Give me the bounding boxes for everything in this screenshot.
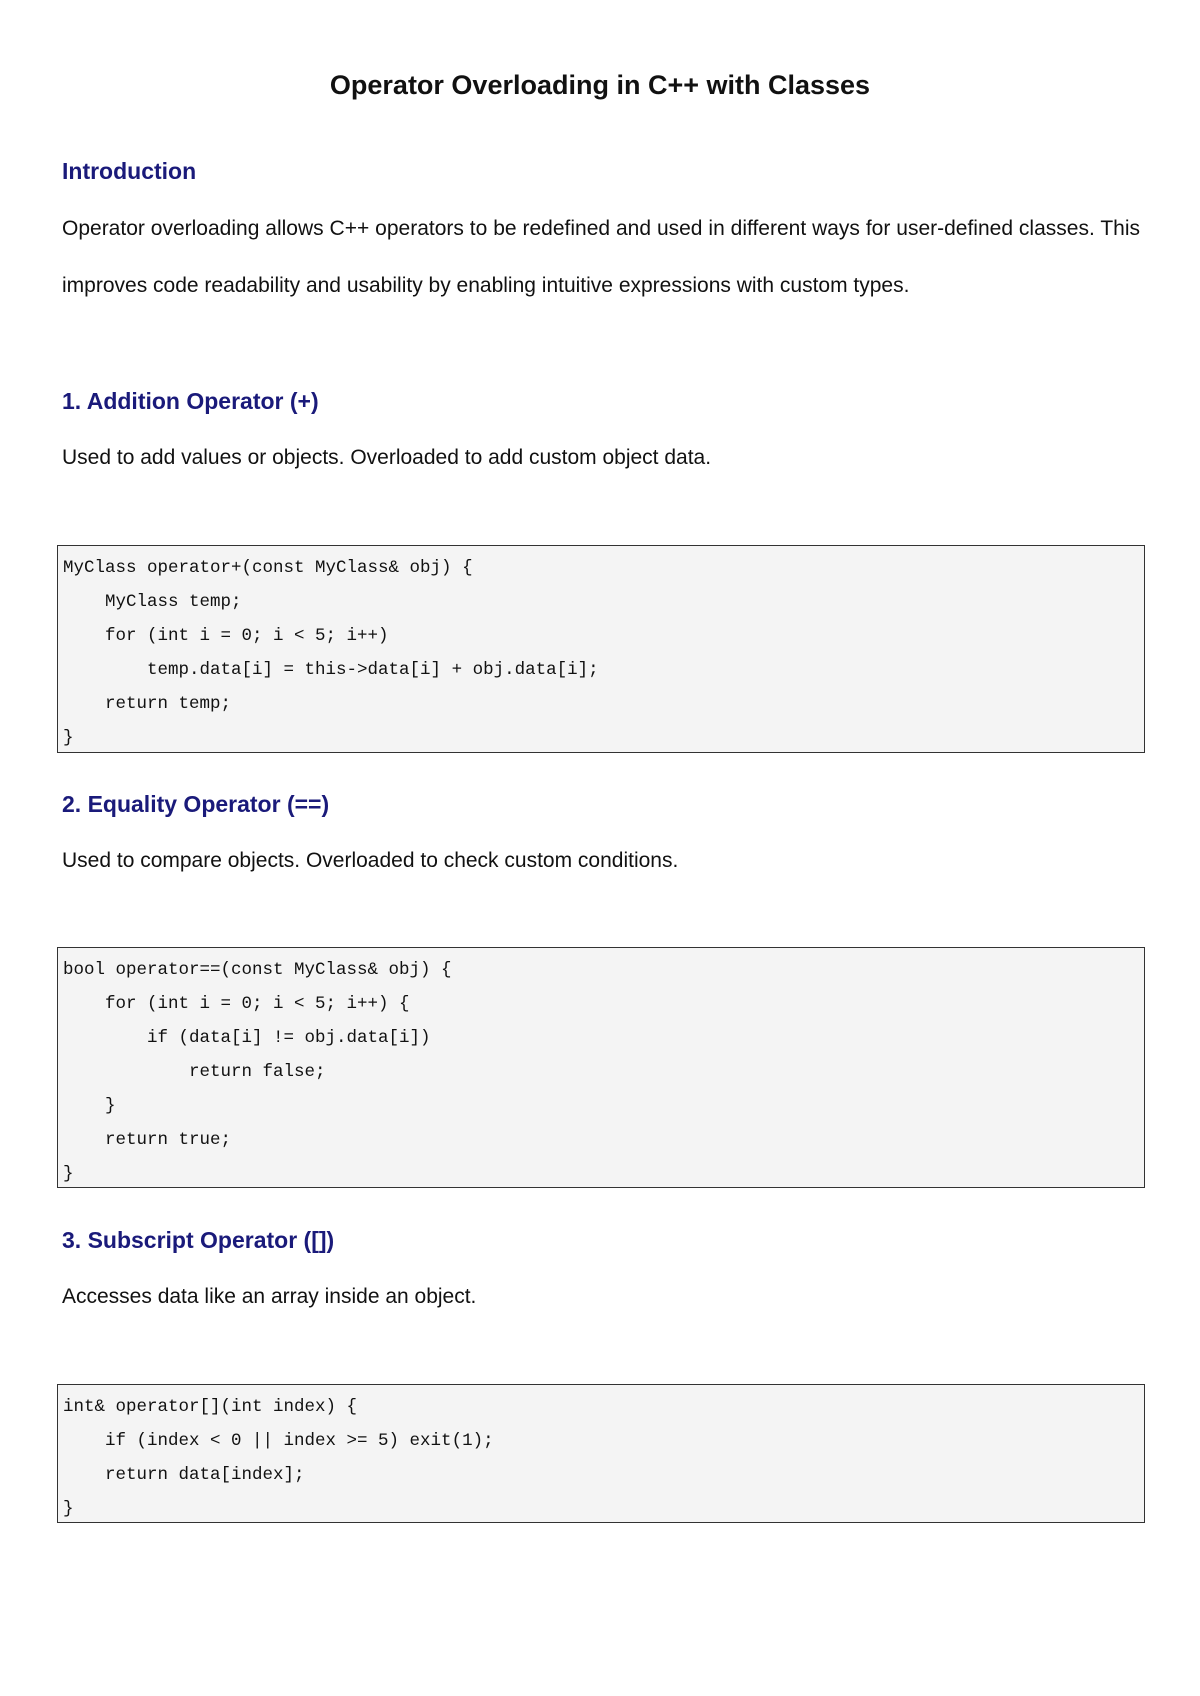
code-line: int& operator[](int index) { — [63, 1397, 358, 1417]
intro-heading: Introduction — [62, 158, 197, 184]
code-block-equality — [57, 947, 1145, 1188]
code-line: } — [63, 1499, 74, 1519]
section-description-subscript: Accesses data like an array inside an object. — [62, 1285, 477, 1308]
code-line: for (int i = 0; i < 5; i++) — [63, 626, 389, 646]
code-line: return false; — [63, 1062, 326, 1082]
code-line: if (index < 0 || index >= 5) exit(1); — [63, 1431, 494, 1451]
code-block-addition — [57, 545, 1145, 753]
code-line: } — [63, 1164, 74, 1184]
section-heading-subscript: 3. Subscript Operator ([]) — [62, 1227, 335, 1253]
code-line: for (int i = 0; i < 5; i++) { — [63, 994, 410, 1014]
code-block-subscript — [57, 1384, 1145, 1523]
code-line: return true; — [63, 1130, 232, 1150]
intro-paragraph: Operator overloading allows C++ operators to be redefined and used in different ways for user-defined classes. This improves code readability and usability by enabling intuitive expressions with custom types. — [62, 217, 1140, 297]
section-heading-addition: 1. Addition Operator (+) — [62, 388, 319, 414]
section-heading-equality: 2. Equality Operator (==) — [62, 791, 330, 817]
section-description-addition: Used to add values or objects. Overloaded to add custom object data. — [62, 446, 712, 469]
code-line: return temp; — [63, 694, 232, 714]
code-line: return data[index]; — [63, 1465, 305, 1485]
section-description-equality: Used to compare objects. Overloaded to check custom conditions. — [62, 849, 679, 872]
page-title: Operator Overloading in C++ with Classes — [329, 70, 871, 100]
code-line: temp.data[i] = this->data[i] + obj.data[i]; — [63, 660, 599, 680]
code-line: MyClass temp; — [63, 592, 242, 612]
code-line: if (data[i] != obj.data[i]) — [63, 1028, 431, 1048]
code-line: bool operator==(const MyClass& obj) { — [63, 960, 452, 980]
code-line: } — [63, 728, 74, 748]
code-line: } — [63, 1096, 116, 1116]
code-line: MyClass operator+(const MyClass& obj) { — [63, 558, 473, 578]
